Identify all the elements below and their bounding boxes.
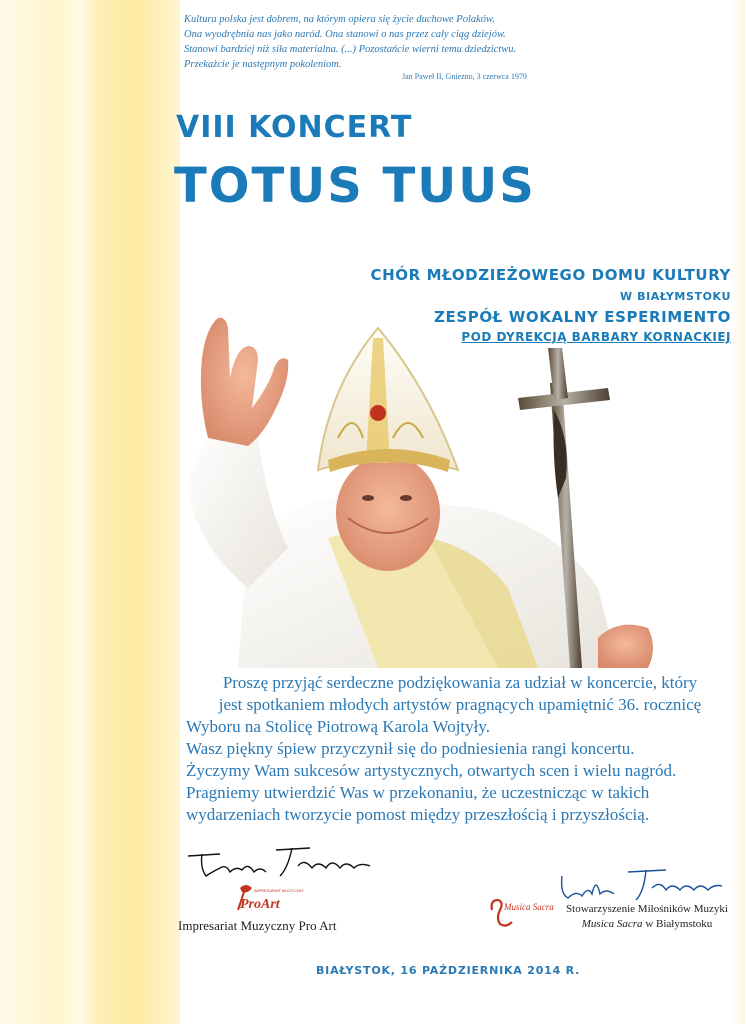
quote-line: Ona wyodrębnia nas jako naród. Ona stanowi o nas przez cały ciąg dziejów.	[184, 29, 506, 40]
musica-sacra-logo-text: Musica Sacra	[504, 902, 554, 912]
musica-sacra-logo	[486, 896, 554, 930]
concert-number-title: VIII KONCERT	[176, 110, 413, 145]
concert-name-title: TOTUS TUUS	[174, 158, 536, 214]
pope-photo	[178, 288, 668, 668]
quote-line: Kultura polska jest dobrem, na którym opiera się życie duchowe Polaków.	[184, 14, 495, 25]
decorative-band-highlight	[58, 0, 98, 1024]
thank-you-message	[186, 672, 746, 826]
handwritten-signature-left	[180, 838, 380, 882]
message-line: wydarzeniach tworzycie pomost między przeszłością i przyszłością.	[186, 805, 650, 824]
proart-organization-name: Impresariat Muzyczny Pro Art	[178, 918, 337, 933]
message-line: Proszę przyjąć serdeczne podziękowania za udział w koncercie, który	[222, 673, 698, 692]
society-name-line	[554, 917, 740, 932]
organizer-ensemble: ZESPÓŁ WOKALNY ESPERIMENTO	[434, 308, 731, 326]
society-name-italic: Musica Sacra	[581, 918, 643, 930]
organizer-choir: CHÓR MŁODZIEŻOWEGO DOMU KULTURY	[370, 266, 731, 284]
quote-line: Przekażcie je następnym pokoleniom.	[184, 59, 342, 70]
society-organization-name	[554, 902, 740, 932]
proart-logo	[236, 882, 305, 912]
place-and-date: BIAŁYSTOK, 16 PAŹDZIERNIKA 2014 R.	[316, 964, 581, 977]
organizer-director: POD DYREKCJĄ BARBARY KORNACKIEJ	[461, 330, 731, 344]
message-line: Życzymy Wam sukcesów artystycznych, otwartych scen i wielu nagród.	[186, 761, 677, 780]
proart-logo-text: ProArt	[240, 897, 280, 912]
quote-line: Stanowi bardziej niż siła materialna. (...) Pozostańcie wierni temu dziedzictwu.	[184, 44, 517, 55]
organizer-city: W BIAŁYMSTOKU	[619, 290, 731, 303]
society-name-city: w Białymstoku	[642, 918, 713, 930]
society-name-line: Stowarzyszenie Miłośników Muzyki	[566, 903, 728, 915]
message-line: Pragniemy utwierdzić Was w przekonaniu, że uczestnicząc w takich	[186, 783, 650, 802]
message-line: Wasz piękny śpiew przyczynił się do podniesienia rangi koncertu.	[186, 739, 635, 758]
quote-source: Jan Paweł II, Gniezno, 3 czerwca 1979	[402, 72, 527, 81]
message-line: Wyboru na Stolicę Piotrową Karola Wojtyły.	[186, 717, 491, 736]
message-line: jest spotkaniem młodych artystów pragnących upamiętnić 36. rocznicę	[218, 695, 702, 714]
proart-logo-small-text: IMPRESARIAT MUZYCZNY	[254, 888, 305, 893]
papal-quote	[184, 12, 604, 72]
handwritten-signature-right	[556, 866, 726, 906]
page-edge	[729, 0, 745, 1024]
